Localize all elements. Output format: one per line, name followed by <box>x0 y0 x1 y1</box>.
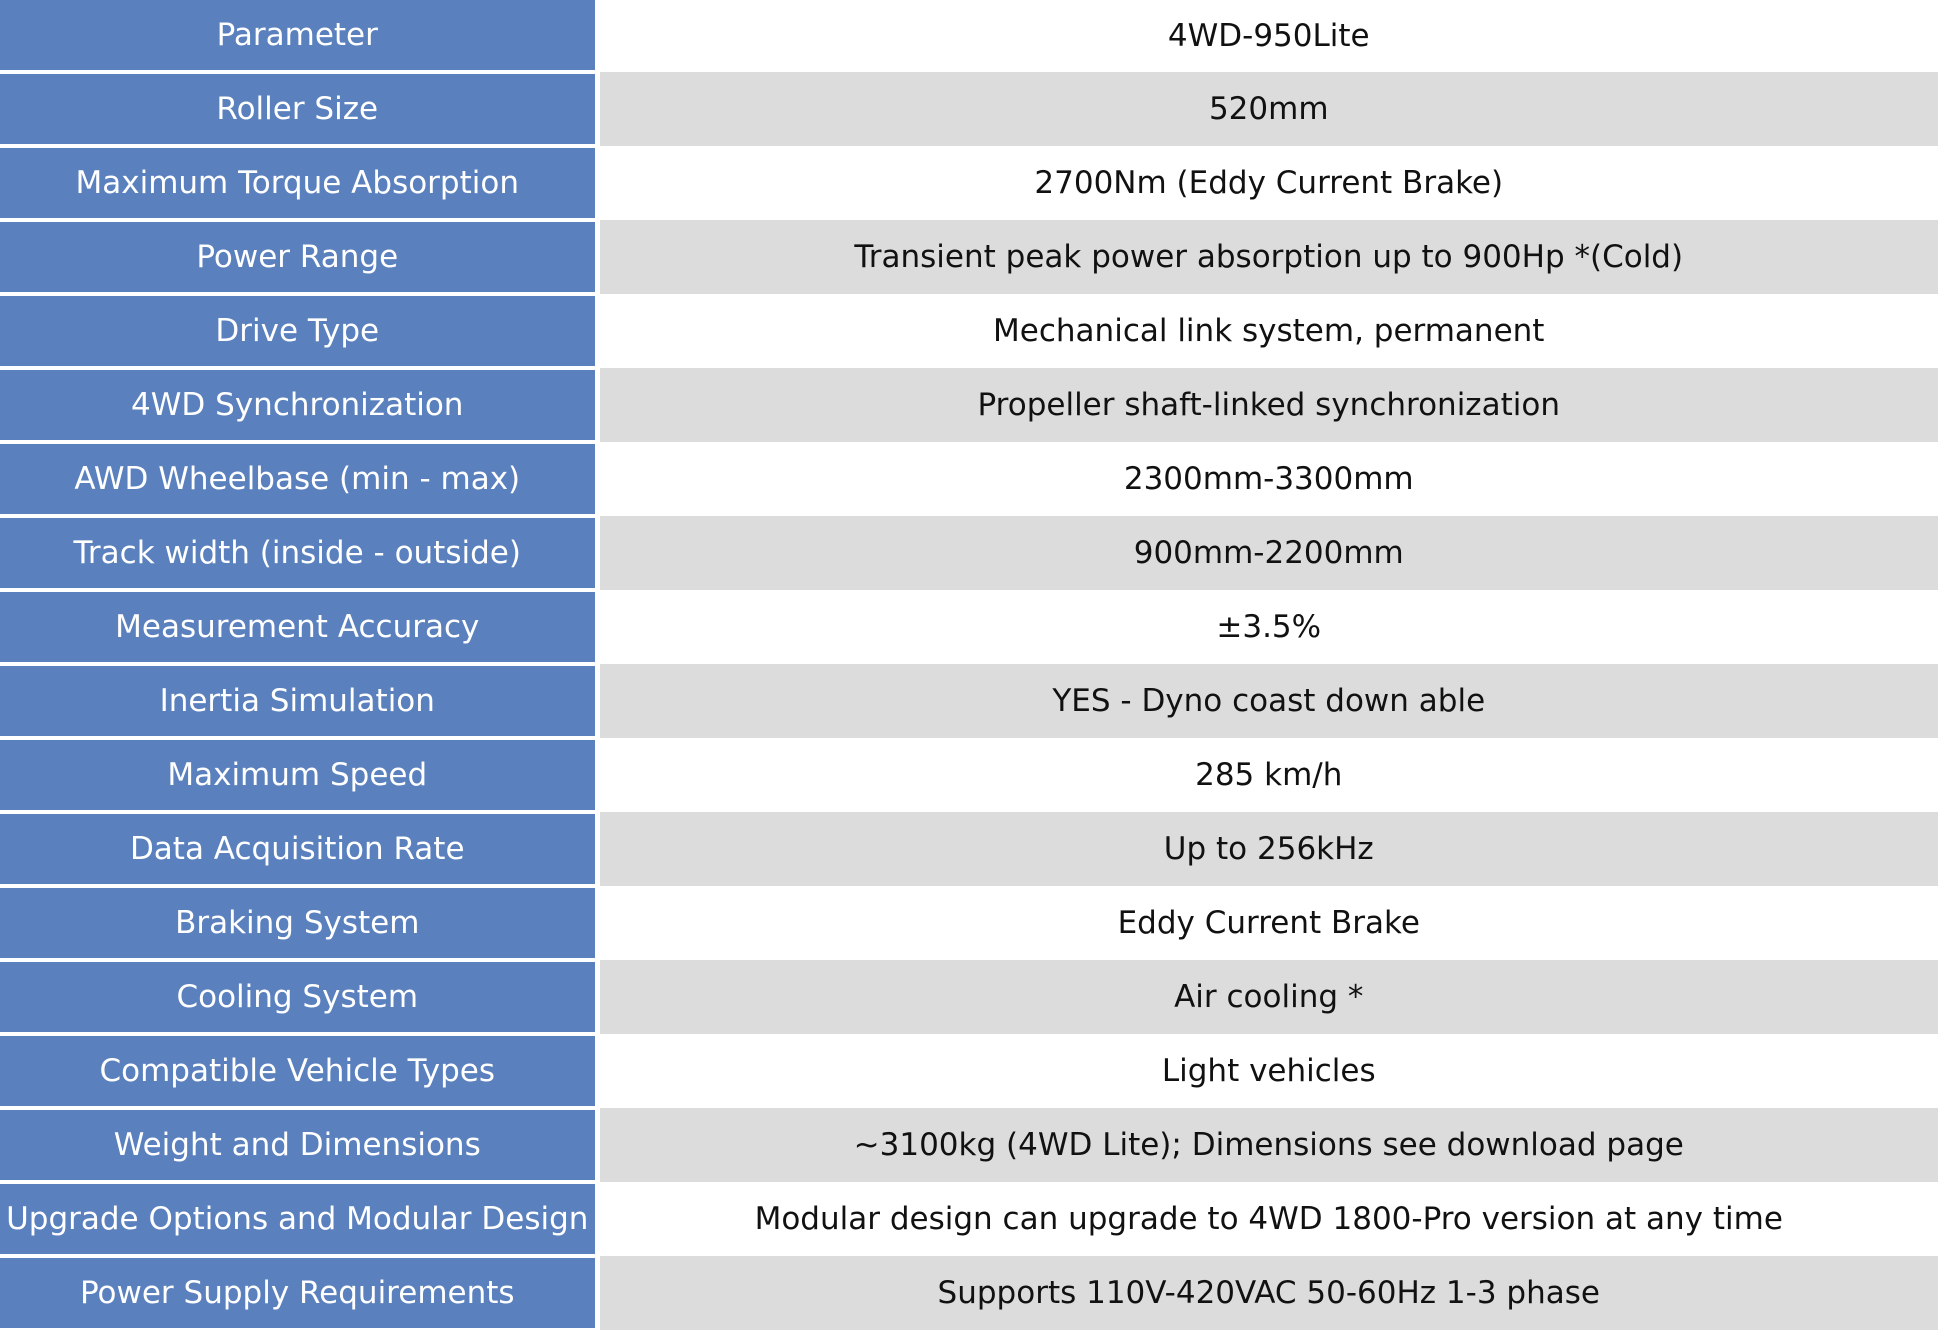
table-row <box>0 294 1938 368</box>
param-name: Weight and Dimensions <box>0 1108 597 1182</box>
table-row <box>0 442 1938 516</box>
param-name: Braking System <box>0 886 597 960</box>
param-value: 2700Nm (Eddy Current Brake) <box>597 146 1938 220</box>
param-value: YES - Dyno coast down able <box>597 664 1938 738</box>
param-value: Supports 110V-420VAC 50-60Hz 1-3 phase <box>597 1256 1938 1330</box>
param-name: Upgrade Options and Modular Design <box>0 1182 597 1256</box>
table-row <box>0 738 1938 812</box>
param-value: Air cooling * <box>597 960 1938 1034</box>
table-row-header <box>0 0 1938 72</box>
table-row <box>0 368 1938 442</box>
param-value: ±3.5% <box>597 590 1938 664</box>
param-value: 520mm <box>597 72 1938 146</box>
param-value: ~3100kg (4WD Lite); Dimensions see download page <box>597 1108 1938 1182</box>
param-value: 900mm-2200mm <box>597 516 1938 590</box>
param-name: Power Range <box>0 220 597 294</box>
param-name: Drive Type <box>0 294 597 368</box>
table-row <box>0 812 1938 886</box>
table-row <box>0 590 1938 664</box>
param-value: Modular design can upgrade to 4WD 1800-Pro version at any time <box>597 1182 1938 1256</box>
param-name: Compatible Vehicle Types <box>0 1034 597 1108</box>
param-name: Maximum Torque Absorption <box>0 146 597 220</box>
param-name: Cooling System <box>0 960 597 1034</box>
param-value: 2300mm-3300mm <box>597 442 1938 516</box>
param-value: Eddy Current Brake <box>597 886 1938 960</box>
table-row <box>0 1108 1938 1182</box>
table-row <box>0 72 1938 146</box>
param-name: AWD Wheelbase (min - max) <box>0 442 597 516</box>
param-value: Propeller shaft-linked synchronization <box>597 368 1938 442</box>
param-name: Roller Size <box>0 72 597 146</box>
param-name: Data Acquisition Rate <box>0 812 597 886</box>
param-value: Up to 256kHz <box>597 812 1938 886</box>
table-row <box>0 1034 1938 1108</box>
table-row <box>0 886 1938 960</box>
table-row <box>0 220 1938 294</box>
table-row <box>0 146 1938 220</box>
param-value: Light vehicles <box>597 1034 1938 1108</box>
param-name: Inertia Simulation <box>0 664 597 738</box>
param-name: Measurement Accuracy <box>0 590 597 664</box>
table-row <box>0 1256 1938 1330</box>
param-name: Maximum Speed <box>0 738 597 812</box>
param-value: 285 km/h <box>597 738 1938 812</box>
param-value: Transient peak power absorption up to 900Hp *(Cold) <box>597 220 1938 294</box>
model-header: 4WD-950Lite <box>597 0 1938 72</box>
table-row <box>0 960 1938 1034</box>
table-row <box>0 516 1938 590</box>
param-name: 4WD Synchronization <box>0 368 597 442</box>
param-name: Track width (inside - outside) <box>0 516 597 590</box>
table-row <box>0 664 1938 738</box>
param-name: Power Supply Requirements <box>0 1256 597 1330</box>
param-value: Mechanical link system, permanent <box>597 294 1938 368</box>
param-header: Parameter <box>0 0 597 72</box>
table-row <box>0 1182 1938 1256</box>
